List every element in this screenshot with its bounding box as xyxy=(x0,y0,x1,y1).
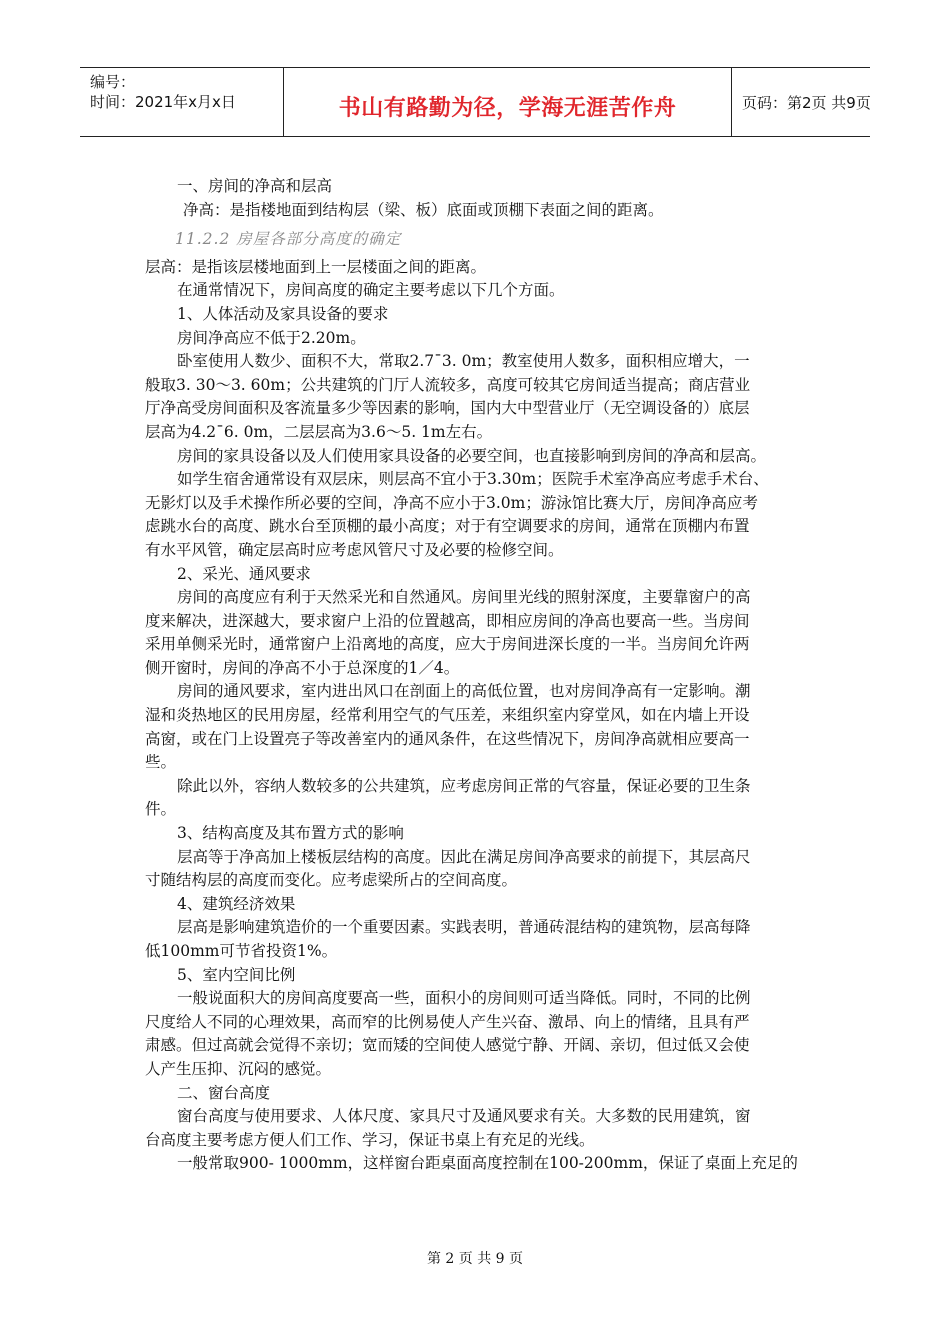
subsection-heading: 11.2.2 房屋各部分高度的确定 xyxy=(175,230,402,249)
paragraph-line: 寸随结构层的高度而变化。应考虑梁所占的空间高度。 xyxy=(145,871,518,890)
list-heading: 5、室内空间比例 xyxy=(177,965,296,984)
list-heading: 2、采光、通风要求 xyxy=(177,564,311,583)
paragraph: 房间净高应不低于2.20m。 xyxy=(177,328,366,347)
header-meta xyxy=(80,68,284,136)
paragraph-line: 尺度给人不同的心理效果，高而窄的比例易使人产生兴奋、激昂、向上的情绪，且具有严 xyxy=(145,1012,750,1031)
document-time-label: 时间：2021年x月x日 xyxy=(90,93,236,111)
paragraph-line: 除此以外，容纳人数较多的公共建筑，应考虑房间正常的气容量，保证必要的卫生条 xyxy=(177,776,751,795)
paragraph-line: 低100mm可节省投资1%。 xyxy=(145,942,338,960)
header-motto: 书山有路勤为径，学海无涯苦作舟 xyxy=(338,96,677,121)
paragraph-line: 一般说面积大的房间高度要高一些，面积小的房间则可适当降低。同时，不同的比例 xyxy=(177,989,751,1008)
paragraph-line: 层高为4.2¯6. 0m，二层层高为3.6～5. 1m左右。 xyxy=(145,422,493,441)
paragraph-line: 房间的高度应有利于天然采光和自然通风。房间里光线的照射深度，主要靠窗户的高 xyxy=(177,588,751,607)
paragraph-line: 台高度主要考虑方便人们工作、学习，保证书桌上有充足的光线。 xyxy=(145,1130,595,1149)
paragraph-line: 肃感。但过高就会觉得不亲切；宽而矮的空间使人感觉宁静、开阔、亲切，但过低又会使 xyxy=(145,1036,750,1055)
paragraph-line: 件。 xyxy=(145,800,177,819)
list-heading: 3、结构高度及其布置方式的影响 xyxy=(177,824,404,843)
paragraph-line: 湿和炎热地区的民用房屋，经常利用空气的气压差，来组织室内穿堂风，如在内墙上开设 xyxy=(145,706,750,725)
paragraph: 房间的家具设备以及人们使用家具设备的必要空间，也直接影响到房间的净高和层高。 xyxy=(177,446,767,465)
section-heading: 一、房间的净高和层高 xyxy=(177,177,333,195)
paragraph-line: 层高等于净高加上楼板层结构的高度。因此在满足房间净高要求的前提下，其层高尺 xyxy=(177,847,751,866)
paragraph-line: 卧室使用人数少、面积不大，常取2.7¯3. 0m；教室使用人数多，面积相应增大，一 xyxy=(177,352,750,371)
paragraph-line: 房间的通风要求，室内进出风口在剖面上的高低位置，也对房间净高有一定影响。潮 xyxy=(177,682,751,701)
section-heading: 二、窗台高度 xyxy=(177,1083,271,1102)
paragraph-line: 无影灯以及手术操作所必要的空间，净高不应小于3.0m；游泳馆比赛大厅，房间净高应考 xyxy=(145,493,758,512)
document-body xyxy=(145,175,805,1176)
page-header xyxy=(80,67,870,137)
paragraph-line: 一般常取900- 1000mm，这样窗台距桌面高度控制在100-200mm，保证了桌面上充足的 xyxy=(177,1154,798,1173)
paragraph: 层高：是指该层楼地面到上一层楼面之间的距离。 xyxy=(145,257,487,276)
document-number-label: 编号： xyxy=(90,73,136,91)
paragraph-line: 厅净高受房间面积及客流量多少等因素的影响，国内大中型营业厅（无空调设备的）底层 xyxy=(145,399,750,418)
header-motto-cell xyxy=(284,68,732,136)
page-footer: 第 2 页 共 9 页 xyxy=(426,1251,524,1267)
paragraph: 在通常情况下，房间高度的确定主要考虑以下几个方面。 xyxy=(177,281,565,300)
paragraph-line: 有水平风管，确定层高时应考虑风管尺寸及必要的检修空间。 xyxy=(145,540,564,559)
paragraph-line: 虑跳水台的高度、跳水台至顶棚的最小高度；对于有空调要求的房间，通常在顶棚内布置 xyxy=(145,517,750,536)
paragraph-line: 层高是影响建筑造价的一个重要因素。实践表明，普通砖混结构的建筑物，层高每降 xyxy=(177,918,751,937)
paragraph-line: 采用单侧采光时，通常窗户上沿离地的高度，应大于房间进深长度的一半。当房间允许两 xyxy=(145,635,750,654)
header-page-number: 页码：第2页 共9页 xyxy=(742,94,871,112)
paragraph-line: 般取3. 30～3. 60m；公共建筑的门厅人流较多，高度可较其它房间适当提高；商店营业 xyxy=(145,375,751,394)
paragraph-line: 侧开窗时，房间的净高不小于总深度的1／4。 xyxy=(145,658,460,677)
list-heading: 4、建筑经济效果 xyxy=(177,894,296,913)
paragraph-line: 度来解决，进深越大，要求窗户上沿的位置越高，即相应房间的净高也要高一些。当房间 xyxy=(145,611,750,630)
paragraph-line: 人产生压抑、沉闷的感觉。 xyxy=(145,1059,332,1078)
paragraph-line: 窗台高度与使用要求、人体尺度、家具尺寸及通风要求有关。大多数的民用建筑，窗 xyxy=(177,1107,751,1126)
paragraph-line: 高窗，或在门上设置亮子等改善室内的通风条件，在这些情况下，房间净高就相应要高一 xyxy=(145,729,750,748)
paragraph: 净高：是指楼地面到结构层（梁、板）底面或顶棚下表面之间的距离。 xyxy=(183,200,664,219)
paragraph-line: 些。 xyxy=(145,753,177,772)
list-heading: 1、人体活动及家具设备的要求 xyxy=(177,304,389,323)
paragraph-line: 如学生宿舍通常设有双层床，则层高不宜小于3.30m；医院手术室净高应考虑手术台、 xyxy=(177,470,769,489)
